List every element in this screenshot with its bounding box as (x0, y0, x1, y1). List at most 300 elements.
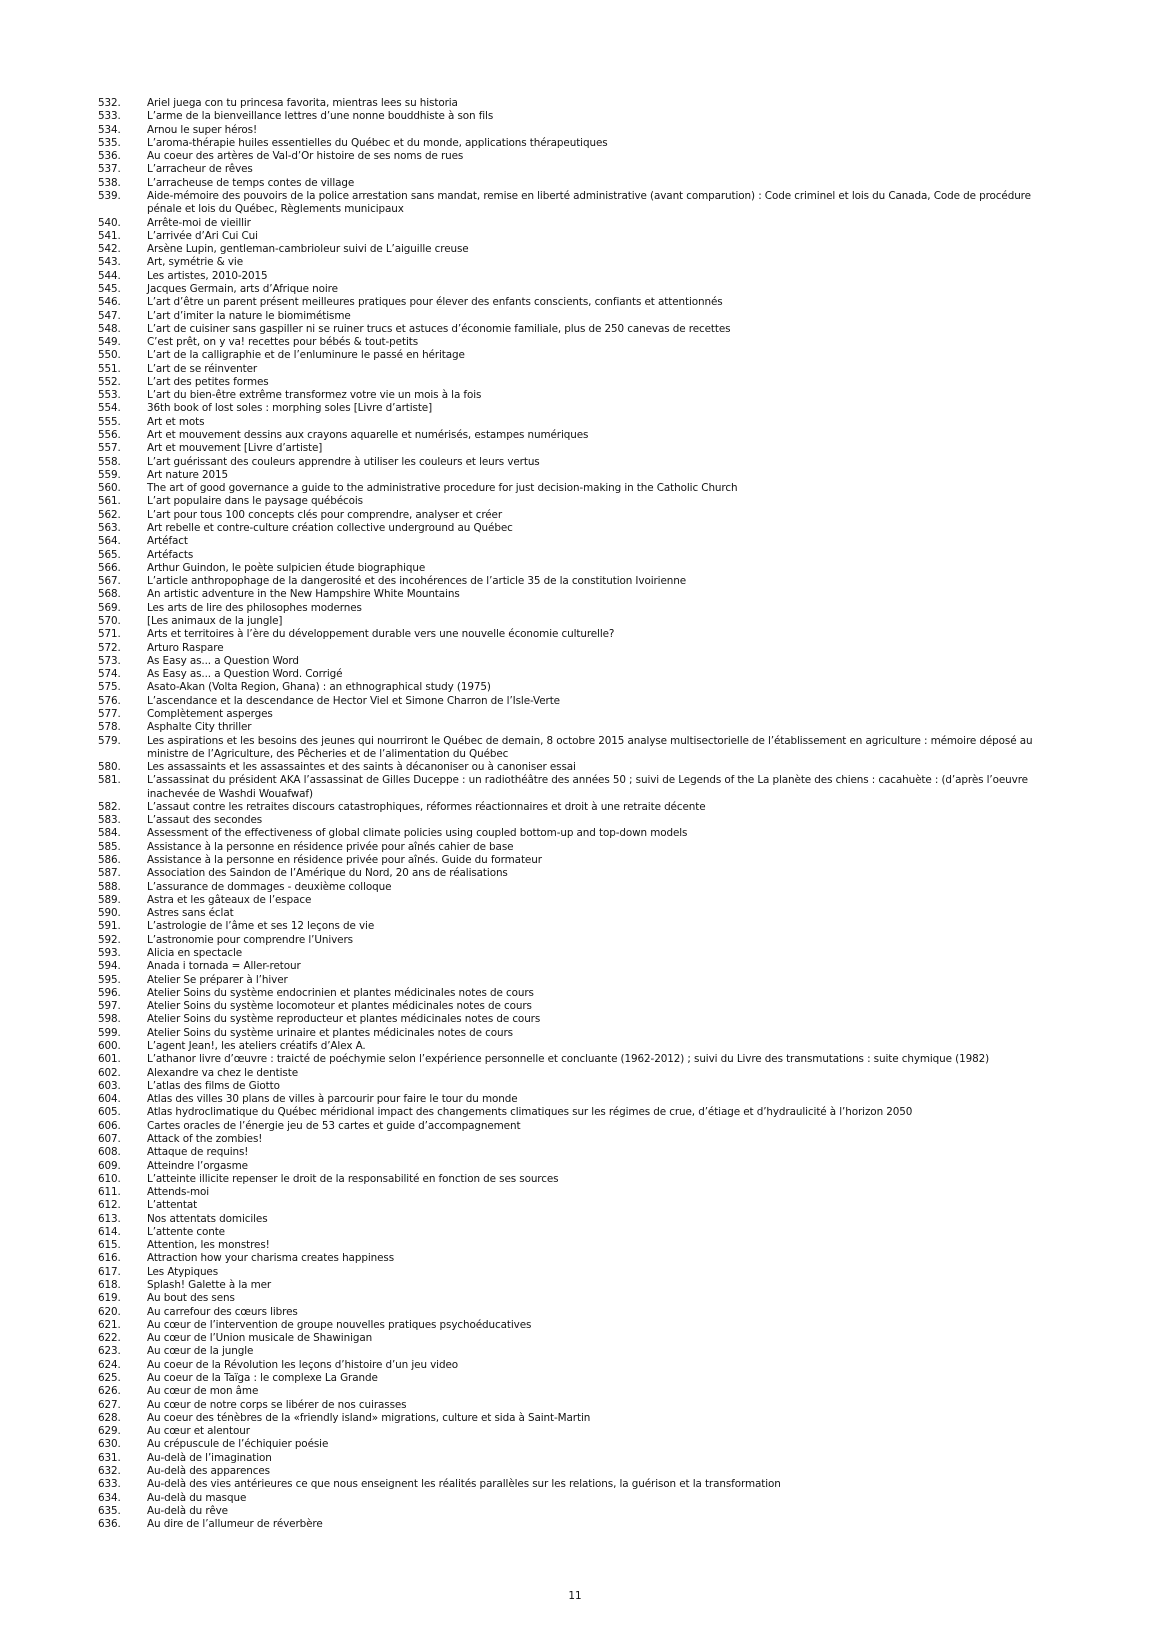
list-item (98, 1093, 1058, 1106)
entry-number: 617. (98, 1265, 121, 1278)
list-item (98, 920, 1058, 933)
list-item (98, 867, 1058, 880)
list-item (98, 881, 1058, 894)
list-item (98, 1332, 1058, 1345)
entry-title: Attack of the zombies! (147, 1132, 263, 1145)
list-item (98, 854, 1058, 867)
entry-title: L’arracheur de rêves (147, 163, 253, 176)
entry-number: 636. (98, 1518, 121, 1531)
entry-number: 610. (98, 1172, 121, 1185)
entry-number: 612. (98, 1199, 121, 1212)
list-item (98, 801, 1058, 814)
entry-title: Atelier Soins du système reproducteur et plantes médicinales notes de cours (147, 1013, 541, 1026)
entry-title: Artéfacts (147, 548, 194, 561)
entry-title: Les aspirations et les besoins des jeunes qui nourriront le Québec de demain, 8 octobre 2015 analyse multisectorielle de l’établissement en agriculture : mémoire déposé au ministre de l’Agriculture, des Pêcheries et de l’alimentation du Québec (147, 734, 1033, 760)
entry-number: 543. (98, 256, 121, 269)
entry-number: 572. (98, 641, 121, 654)
entry-title: Asphalte City thriller (147, 721, 252, 734)
list-item (98, 1465, 1058, 1478)
entry-number: 562. (98, 508, 121, 521)
entry-number: 546. (98, 296, 121, 309)
entry-number: 568. (98, 588, 121, 601)
entry-title: Arturo Raspare (147, 641, 224, 654)
list-item (98, 735, 1058, 762)
list-item (98, 1372, 1058, 1385)
entry-title: Aide-mémoire des pouvoirs de la police arrestation sans mandat, remise en liberté administrative (avant comparution) : Code criminel et lois du Canada, Code de procédure pénale et lois du Québec, Règlements municipaux (147, 189, 1031, 216)
list-item (98, 588, 1058, 601)
entry-number: 597. (98, 1000, 121, 1013)
entry-number: 557. (98, 442, 121, 455)
entry-title: L’assaut contre les retraites discours catastrophiques, réformes réactionnaires et droit à une retraite décente (147, 800, 706, 813)
list-item (98, 535, 1058, 548)
entry-number: 547. (98, 309, 121, 322)
entry-number: 633. (98, 1478, 121, 1491)
entry-number: 632. (98, 1464, 121, 1477)
list-item (98, 907, 1058, 920)
list-item (98, 987, 1058, 1000)
list-item (98, 1266, 1058, 1279)
list-item (98, 562, 1058, 575)
entry-title: L’atlas des films de Giotto (147, 1079, 280, 1092)
entry-title: L’arme de la bienveillance lettres d’une nonne bouddhiste à son fils (147, 110, 494, 123)
entry-number: 587. (98, 867, 121, 880)
list-item (98, 1213, 1058, 1226)
list-item (98, 1106, 1058, 1119)
list-item (98, 947, 1058, 960)
list-item (98, 163, 1058, 176)
entry-number: 559. (98, 468, 121, 481)
entry-title: Arthur Guindon, le poète sulpicien étude biographique (147, 561, 426, 574)
entry-title: L’art pour tous 100 concepts clés pour comprendre, analyser et créer (147, 508, 503, 521)
list-item (98, 482, 1058, 495)
entry-title: Assistance à la personne en résidence privée pour aînés cahier de base (147, 840, 514, 853)
entry-title: An artistic adventure in the New Hampshire White Mountains (147, 588, 460, 601)
entry-title: Art, symétrie & vie (147, 256, 243, 269)
list-item (98, 522, 1058, 535)
entry-title: L’assassinat du président AKA l’assassinat de Gilles Duceppe : un radiothéâtre des années 50 ; suivi de Legends of the La planète des chiens : cacahuète : (d’après l’oeuvre inachevée de Washdi Wouafwaf) (147, 774, 1028, 800)
list-item (98, 509, 1058, 522)
entry-number: 590. (98, 907, 121, 920)
entry-number: 605. (98, 1106, 121, 1119)
entry-title: Atelier Soins du système locomoteur et plantes médicinales notes de cours (147, 1000, 532, 1013)
entry-title: Arnou le super héros! (147, 123, 258, 136)
entry-number: 618. (98, 1279, 121, 1292)
entry-title: Arts et territoires à l’ère du développement durable vers une nouvelle économie culturelle? (147, 628, 615, 641)
list-item (98, 456, 1058, 469)
entry-title: Alexandre va chez le dentiste (147, 1066, 299, 1079)
entry-title: L’art du bien-être extrême transformez votre vie un mois à la fois (147, 389, 482, 402)
entry-number: 613. (98, 1212, 121, 1225)
list-item (98, 1452, 1058, 1465)
entry-number: 619. (98, 1292, 121, 1305)
list-item (98, 1133, 1058, 1146)
entry-title: Astres sans éclat (147, 907, 234, 920)
list-item (98, 1438, 1058, 1451)
list-item (98, 1478, 1058, 1491)
entry-title: Ariel juega con tu princesa favorita, mientras lees su historia (147, 97, 458, 109)
entry-title: Nos attentats domiciles (147, 1212, 268, 1225)
entry-title: Au cœur de notre corps se libérer de nos cuirasses (147, 1398, 407, 1411)
entry-title: Au carrefour des cœurs libres (147, 1305, 298, 1318)
list-item (98, 1080, 1058, 1093)
entry-title: Assistance à la personne en résidence privée pour aînés. Guide du formateur (147, 854, 542, 867)
entry-number: 585. (98, 840, 121, 853)
entry-number: 577. (98, 707, 121, 720)
entry-title: The art of good governance a guide to the administrative procedure for just decision-making in the Catholic Church (147, 482, 738, 495)
entry-title: Au crépuscule de l’échiquier poésie (147, 1438, 329, 1451)
list-item (98, 1345, 1058, 1358)
entry-number: 601. (98, 1053, 121, 1066)
list-item (98, 827, 1058, 840)
list-item (98, 721, 1058, 734)
entry-title: L’assaut des secondes (147, 814, 263, 827)
list-item (98, 894, 1058, 907)
entry-number: 571. (98, 628, 121, 641)
list-item (98, 668, 1058, 681)
entry-title: L’ascendance et la descendance de Hector Viel et Simone Charron de l’Isle-Verte (147, 694, 560, 707)
entry-number: 581. (98, 774, 121, 787)
list-item (98, 1000, 1058, 1013)
entry-title: 36th book of lost soles : morphing soles [Livre d’artiste] (147, 402, 433, 415)
entry-number: 582. (98, 800, 121, 813)
entry-number: 551. (98, 362, 121, 375)
entry-number: 602. (98, 1066, 121, 1079)
list-item (98, 1186, 1058, 1199)
entry-title: L’atteinte illicite repenser le droit de la responsabilité en fonction de ses sources (147, 1172, 559, 1185)
list-item (98, 1385, 1058, 1398)
entry-number: 564. (98, 535, 121, 548)
entry-number: 566. (98, 561, 121, 574)
entry-number: 578. (98, 721, 121, 734)
entry-title: C’est prêt, on y va! recettes pour bébés & tout-petits (147, 336, 419, 349)
entry-number: 627. (98, 1398, 121, 1411)
entry-title: Attraction how your charisma creates happiness (147, 1252, 395, 1265)
list-item (98, 1306, 1058, 1319)
list-item (98, 695, 1058, 708)
entry-title: Jacques Germain, arts d’Afrique noire (147, 282, 338, 295)
entry-title: Au cœur de la jungle (147, 1345, 254, 1358)
entry-number: 534. (98, 123, 121, 136)
list-item (98, 110, 1058, 123)
entry-number: 595. (98, 973, 121, 986)
list-item (98, 1252, 1058, 1265)
entry-title: Au cœur de l’Union musicale de Shawinigan (147, 1332, 373, 1345)
list-item (98, 429, 1058, 442)
entry-number: 570. (98, 614, 121, 627)
entry-number: 588. (98, 880, 121, 893)
entry-number: 539. (98, 189, 121, 202)
entry-number: 615. (98, 1239, 121, 1252)
entry-title: Art rebelle et contre-culture création collective underground au Québec (147, 522, 513, 534)
entry-number: 600. (98, 1039, 121, 1052)
entry-number: 607. (98, 1132, 121, 1145)
entry-number: 535. (98, 136, 121, 149)
entry-number: 614. (98, 1225, 121, 1238)
list-item (98, 1067, 1058, 1080)
entry-number: 593. (98, 947, 121, 959)
entry-number: 628. (98, 1411, 121, 1424)
list-item (98, 376, 1058, 389)
list-item (98, 655, 1058, 668)
list-item (98, 934, 1058, 947)
list-item (98, 1319, 1058, 1332)
list-item (98, 495, 1058, 508)
entry-number: 631. (98, 1451, 121, 1464)
list-item (98, 363, 1058, 376)
entry-title: Art et mouvement dessins aux crayons aquarelle et numérisés, estampes numériques (147, 429, 589, 442)
entry-title: L’arracheuse de temps contes de village (147, 176, 355, 189)
entry-number: 536. (98, 150, 121, 163)
entry-number: 549. (98, 336, 121, 349)
entry-title: Au-delà du rêve (147, 1504, 228, 1517)
entry-number: 555. (98, 415, 121, 428)
list-item (98, 469, 1058, 482)
entry-number: 634. (98, 1491, 121, 1504)
list-item (98, 137, 1058, 150)
entry-title: Au coeur de la Révolution les leçons d’histoire d’un jeu video (147, 1358, 459, 1371)
entry-title: L’art de la calligraphie et de l’enluminure le passé en héritage (147, 349, 465, 362)
list-item (98, 841, 1058, 854)
entry-number: 608. (98, 1146, 121, 1159)
entry-number: 594. (98, 960, 121, 973)
entry-number: 542. (98, 243, 121, 256)
entry-number: 620. (98, 1305, 121, 1318)
entry-number: 580. (98, 761, 121, 774)
list-item (98, 602, 1058, 615)
entry-number: 635. (98, 1504, 121, 1517)
entry-title: Attends-moi (147, 1186, 210, 1199)
list-item (98, 549, 1058, 562)
list-item (98, 177, 1058, 190)
entry-number: 606. (98, 1119, 121, 1132)
entry-number: 576. (98, 694, 121, 707)
list-item (98, 1120, 1058, 1133)
list-item (98, 1399, 1058, 1412)
entry-title: Au dire de l’allumeur de réverbère (147, 1518, 323, 1531)
list-item (98, 974, 1058, 987)
list-item (98, 575, 1058, 588)
entry-title: Au coeur des artères de Val-d’Or histoire de ses noms de rues (147, 150, 464, 163)
entry-number: 591. (98, 920, 121, 933)
entry-title: L’agent Jean!, les ateliers créatifs d’Alex A. (147, 1039, 366, 1052)
entry-title: Attention, les monstres! (147, 1239, 270, 1252)
list-item (98, 642, 1058, 655)
entry-title: Astra et les gâteaux de l’espace (147, 893, 312, 906)
entry-number: 558. (98, 455, 121, 468)
entry-number: 609. (98, 1159, 121, 1172)
entry-title: Attaque de requins! (147, 1146, 249, 1159)
list-item (98, 349, 1058, 362)
entry-number: 589. (98, 893, 121, 906)
entry-number: 630. (98, 1438, 121, 1451)
entry-title: L’art guérissant des couleurs apprendre à utiliser les couleurs et leurs vertus (147, 455, 540, 468)
entry-number: 563. (98, 522, 121, 534)
entry-title: Artéfact (147, 535, 188, 548)
entry-title: Les assassaints et les assassaintes et des saints à décanoniser ou à canoniser essai (147, 761, 576, 774)
entry-title: L’astrologie de l’âme et ses 12 leçons de vie (147, 920, 375, 933)
list-item (98, 150, 1058, 163)
entry-number: 573. (98, 654, 121, 667)
list-item (98, 336, 1058, 349)
list-item (98, 402, 1058, 415)
list-item (98, 681, 1058, 694)
entry-title: Au coeur des ténèbres de la «friendly island» migrations, culture et sida à Saint-Martin (147, 1411, 591, 1424)
entry-title: Au cœur et alentour (147, 1425, 250, 1438)
entry-title: Arrête-moi de vieillir (147, 216, 251, 229)
entry-number: 598. (98, 1013, 121, 1026)
list-item (98, 960, 1058, 973)
entry-title: Splash! Galette à la mer (147, 1279, 272, 1292)
list-item (98, 761, 1058, 774)
entry-title: L’attentat (147, 1199, 198, 1212)
entry-number: 560. (98, 482, 121, 495)
entry-number: 603. (98, 1079, 121, 1092)
entry-number: 545. (98, 282, 121, 295)
list-item (98, 310, 1058, 323)
entry-title: Art et mouvement [Livre d’artiste] (147, 442, 323, 455)
entry-number: 622. (98, 1332, 121, 1345)
entry-title: Au-delà des vies antérieures ce que nous enseignent les réalités parallèles sur les relations, la guérison et la transformation (147, 1478, 781, 1491)
bibliography-list (98, 97, 1058, 1531)
list-item (98, 243, 1058, 256)
entry-title: L’astronomie pour comprendre l’Univers (147, 933, 353, 946)
list-item (98, 283, 1058, 296)
entry-number: 624. (98, 1358, 121, 1371)
entry-number: 604. (98, 1093, 121, 1106)
entry-title: Les arts de lire des philosophes modernes (147, 601, 362, 614)
entry-title: L’aroma-thérapie huiles essentielles du Québec et du monde, applications thérapeutiques (147, 136, 608, 149)
list-item (98, 442, 1058, 455)
entry-number: 623. (98, 1345, 121, 1358)
list-item (98, 1492, 1058, 1505)
entry-number: 621. (98, 1318, 121, 1331)
entry-number: 592. (98, 933, 121, 946)
entry-title: [Les animaux de la jungle] (147, 614, 283, 627)
entry-number: 548. (98, 322, 121, 335)
list-item (98, 1013, 1058, 1026)
entry-number: 616. (98, 1252, 121, 1265)
entry-title: Atteindre l’orgasme (147, 1159, 248, 1172)
list-item (98, 1027, 1058, 1040)
entry-title: Au-delà du masque (147, 1491, 247, 1504)
list-item (98, 230, 1058, 243)
list-item (98, 708, 1058, 721)
entry-title: Au cœur de mon âme (147, 1385, 259, 1398)
list-item (98, 217, 1058, 230)
entry-title: Au cœur de l’intervention de groupe nouvelles pratiques psychoéducatives (147, 1318, 532, 1331)
entry-number: 550. (98, 349, 121, 362)
entry-number: 540. (98, 216, 121, 229)
list-item (98, 1040, 1058, 1053)
list-item (98, 628, 1058, 641)
list-item (98, 1412, 1058, 1425)
list-item (98, 1173, 1058, 1186)
entry-title: Association des Saindon de l’Amérique du Nord, 20 ans de réalisations (147, 867, 508, 880)
entry-title: L’attente conte (147, 1225, 225, 1238)
entry-number: 575. (98, 681, 121, 694)
entry-number: 537. (98, 163, 121, 176)
entry-number: 626. (98, 1385, 121, 1398)
list-item (98, 774, 1058, 801)
entry-number: 561. (98, 495, 121, 508)
entry-number: 584. (98, 827, 121, 840)
entry-title: Art et mots (147, 415, 205, 428)
list-item (98, 1359, 1058, 1372)
entry-title: Art nature 2015 (147, 468, 229, 481)
list-item (98, 416, 1058, 429)
entry-title: L’arrivée d’Ari Cui Cui (147, 229, 258, 242)
entry-number: 599. (98, 1026, 121, 1039)
entry-number: 586. (98, 854, 121, 867)
entry-title: L’art populaire dans le paysage québécois (147, 495, 363, 508)
entry-number: 567. (98, 575, 121, 588)
entry-title: Au coeur de la Taïga : le complexe La Grande (147, 1372, 378, 1384)
list-item (98, 1425, 1058, 1438)
list-item (98, 1053, 1058, 1066)
entry-title: L’athanor livre d’œuvre : traicté de poéchymie selon l’expérience personnelle et concluante (1962-2012) ; suivi du Livre des transmutations : suite chymique (1982) (147, 1053, 990, 1066)
entry-number: 611. (98, 1186, 121, 1199)
entry-number: 553. (98, 389, 121, 402)
entry-number: 625. (98, 1372, 121, 1384)
entry-title: Au-delà de l’imagination (147, 1451, 272, 1464)
entry-title: L’article anthropophage de la dangerosité et des incohérences de l’article 35 de la constitution Ivoirienne (147, 575, 687, 588)
list-item (98, 1505, 1058, 1518)
list-item (98, 190, 1058, 217)
entry-number: 569. (98, 601, 121, 614)
list-item (98, 97, 1058, 110)
list-item (98, 124, 1058, 137)
entry-title: Atelier Soins du système urinaire et plantes médicinales notes de cours (147, 1026, 513, 1039)
entry-number: 565. (98, 548, 121, 561)
entry-number: 574. (98, 668, 121, 681)
entry-number: 554. (98, 402, 121, 415)
entry-number: 544. (98, 269, 121, 282)
entry-title: Arsène Lupin, gentleman-cambrioleur suivi de L’aiguille creuse (147, 243, 469, 256)
list-item (98, 1199, 1058, 1212)
entry-title: Anada i tornada = Aller-retour (147, 960, 301, 973)
list-item (98, 1518, 1058, 1531)
entry-title: Complètement asperges (147, 707, 273, 720)
list-item (98, 1292, 1058, 1305)
list-item (98, 296, 1058, 309)
list-item (98, 1226, 1058, 1239)
entry-number: 579. (98, 734, 121, 747)
entry-number: 583. (98, 814, 121, 827)
entry-title: Cartes oracles de l’énergie jeu de 53 cartes et guide d’accompagnement (147, 1119, 521, 1132)
entry-title: As Easy as... a Question Word. Corrigé (147, 668, 343, 681)
list-item (98, 1279, 1058, 1292)
list-item (98, 1160, 1058, 1173)
entry-title: L’art d’être un parent présent meilleures pratiques pour élever des enfants conscients, confiants et attentionnés (147, 296, 723, 309)
entry-title: As Easy as... a Question Word (147, 654, 299, 667)
entry-title: L’art de cuisiner sans gaspiller ni se ruiner trucs et astuces d’économie familiale, plus de 250 canevas de recettes (147, 322, 731, 335)
entry-title: Alicia en spectacle (147, 947, 243, 959)
entry-number: 556. (98, 429, 121, 442)
entry-title: Atelier Se préparer à l’hiver (147, 973, 288, 986)
list-item (98, 1146, 1058, 1159)
entry-number: 552. (98, 375, 121, 388)
entry-title: L’assurance de dommages - deuxième colloque (147, 880, 392, 893)
entry-title: Au bout des sens (147, 1292, 235, 1305)
entry-number: 538. (98, 176, 121, 189)
entry-title: Atelier Soins du système endocrinien et plantes médicinales notes de cours (147, 986, 534, 999)
entry-title: Les artistes, 2010-2015 (147, 269, 268, 282)
page-number: 11 (568, 1590, 582, 1602)
entry-title: Asato-Akan (Volta Region, Ghana) : an ethnographical study (1975) (147, 681, 491, 694)
entry-number: 533. (98, 110, 121, 123)
entry-number: 532. (98, 97, 121, 109)
list-item (98, 615, 1058, 628)
